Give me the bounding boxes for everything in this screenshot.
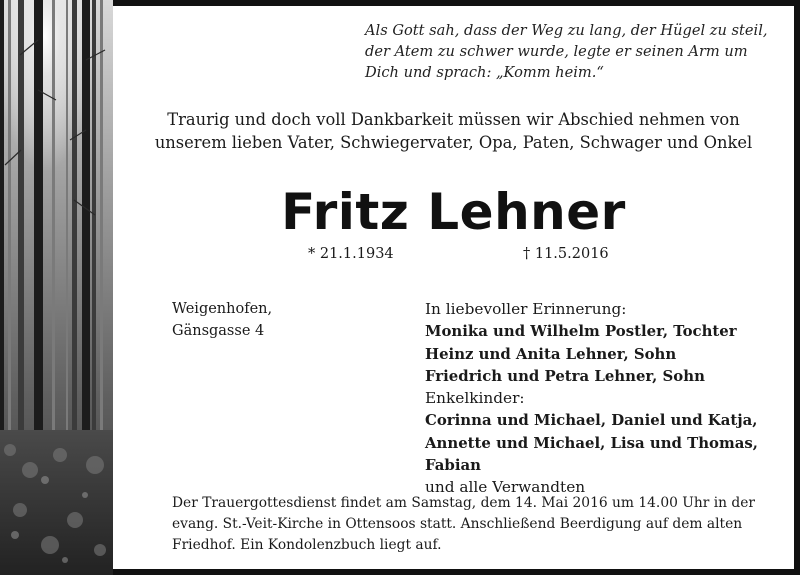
mourners-list	[425, 298, 794, 499]
intro-line: Traurig und doch voll Dankbarkeit müssen wir Abschied nehmen von	[167, 110, 740, 129]
grandchildren-line: Annette und Michael, Lisa und Thomas,	[425, 433, 758, 452]
forest-photo-graphic	[0, 0, 113, 575]
intro-text	[113, 108, 794, 154]
notice-content	[113, 0, 794, 569]
grandchildren-line: Corinna und Michael, Daniel und Katja,	[425, 411, 758, 430]
grandchildren-line: Fabian	[425, 456, 481, 475]
death-date: † 11.5.2016	[523, 246, 609, 262]
address-street: Gänsgasse 4	[172, 323, 265, 339]
mourners-heading: In liebevoller Erinnerung:	[425, 300, 627, 318]
address	[172, 298, 272, 342]
quote-line: Als Gott sah, dass der Weg zu lang, der Hügel zu steil,	[365, 22, 768, 39]
quote-line: Dich und sprach: „Komm heim.“	[365, 64, 604, 81]
grandchildren-label: Enkelkinder:	[425, 389, 525, 408]
quote-line: der Atem zu schwer wurde, legte er seinen Arm um	[365, 43, 748, 60]
forest-photo	[0, 0, 113, 575]
service-info	[172, 493, 792, 555]
birth-date: * 21.1.1934	[308, 246, 394, 262]
service-line: evang. St.-Veit-Kirche in Ottensoos statt. Anschließend Beerdigung auf dem alten	[172, 515, 743, 532]
deceased-name: Fritz Lehner	[281, 183, 626, 241]
mourner-family: Heinz und Anita Lehner, Sohn	[425, 344, 677, 363]
address-place: Weigenhofen,	[172, 301, 273, 317]
mourners-closing: und alle Verwandten	[425, 478, 586, 497]
mourner-family: Monika und Wilhelm Postler, Tochter	[425, 322, 737, 341]
memorial-quote	[365, 20, 785, 83]
mourner-family: Friedrich und Petra Lehner, Sohn	[425, 366, 705, 385]
service-line: Der Trauergottesdienst findet am Samstag, dem 14. Mai 2016 um 14.00 Uhr in der	[172, 495, 756, 511]
service-line: Friedhof. Ein Kondolenzbuch liegt auf.	[172, 536, 442, 553]
intro-line: unserem lieben Vater, Schwiegervater, Opa, Paten, Schwager und Onkel	[154, 133, 753, 152]
